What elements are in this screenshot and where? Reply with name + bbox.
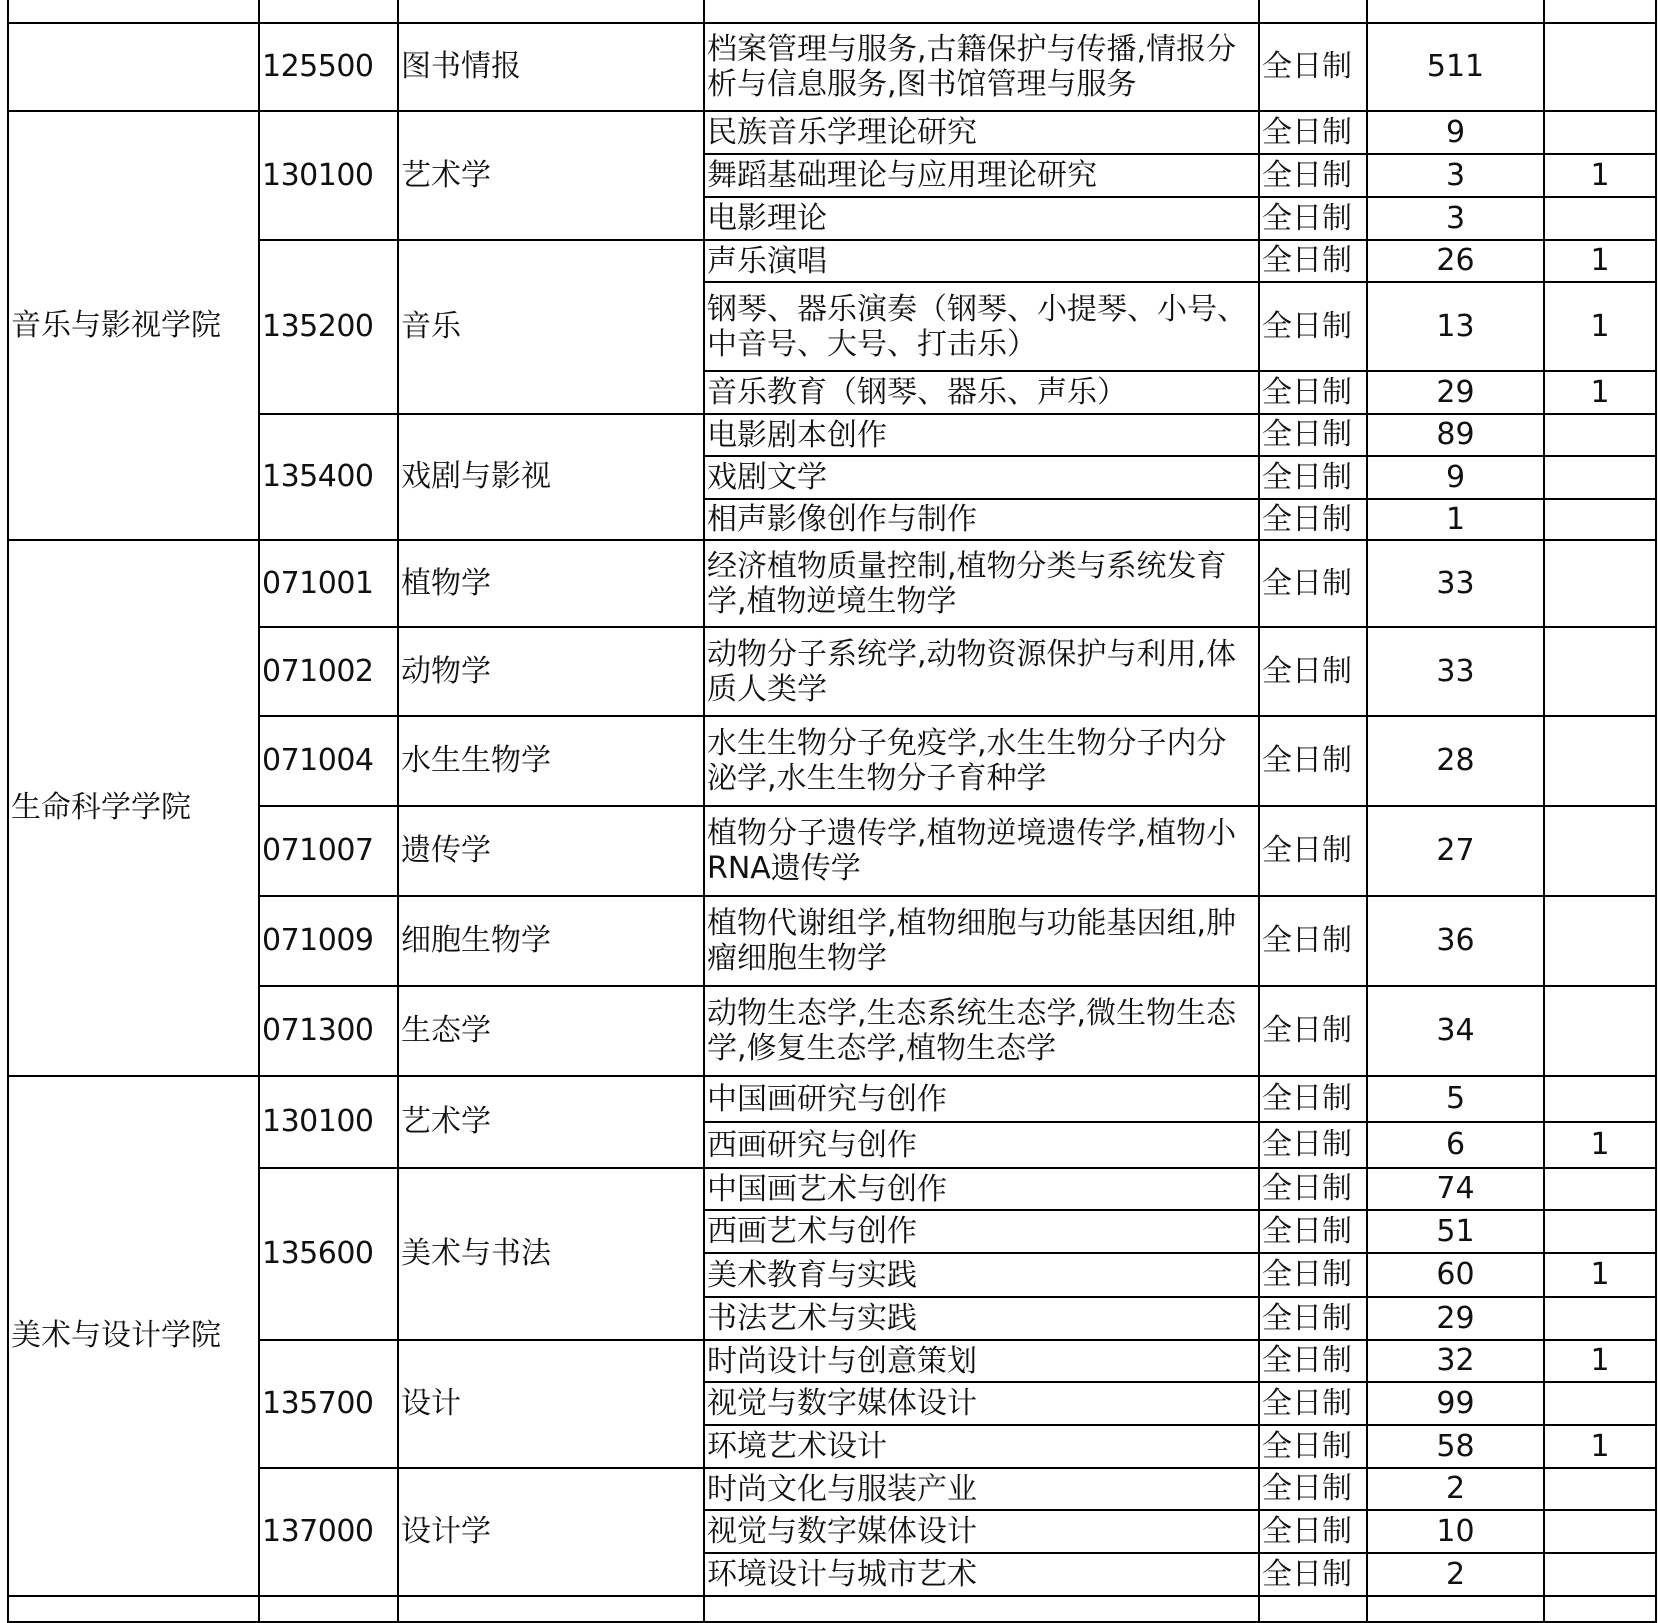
mode-cell: 全日制 xyxy=(1259,1076,1367,1122)
code-cell: 125500 xyxy=(259,23,398,111)
extra-cell xyxy=(1544,499,1656,540)
count-cell: 9 xyxy=(1367,111,1544,154)
extra-cell xyxy=(1544,986,1656,1076)
major-cell: 艺术学 xyxy=(398,111,704,240)
enrollment-table xyxy=(7,0,1657,1623)
extra-cell xyxy=(1544,627,1656,716)
extra-cell xyxy=(1544,1510,1656,1553)
count-cell: 33 xyxy=(1367,627,1544,716)
mode-cell: 全日制 xyxy=(1259,1510,1367,1553)
major-cell: 设计学 xyxy=(398,1468,704,1596)
mode-cell: 全日制 xyxy=(1259,414,1367,456)
mode-cell: 全日制 xyxy=(1259,240,1367,282)
major-cell: 戏剧与影视 xyxy=(398,414,704,540)
count-cell: 26 xyxy=(1367,240,1544,282)
extra-cell xyxy=(1544,23,1656,111)
count-cell: 32 xyxy=(1367,1340,1544,1382)
major-cell: 遗传学 xyxy=(398,806,704,896)
count-cell: 60 xyxy=(1367,1253,1544,1297)
mode-cell: 全日制 xyxy=(1259,1382,1367,1425)
extra-cell: 1 xyxy=(1544,1340,1656,1382)
code-cell: 071002 xyxy=(259,627,398,716)
direction-cell: 植物代谢组学,植物细胞与功能基因组,肿瘤细胞生物学 xyxy=(704,896,1259,986)
count-cell: 51 xyxy=(1367,1210,1544,1253)
code-cell: 071001 xyxy=(259,540,398,627)
table-row xyxy=(8,540,1656,627)
direction-cell: 环境艺术设计 xyxy=(704,1425,1259,1468)
direction-cell: 西画艺术与创作 xyxy=(704,1210,1259,1253)
code-cell: 071007 xyxy=(259,806,398,896)
extra-cell xyxy=(1544,1076,1656,1122)
count-cell: 29 xyxy=(1367,371,1544,414)
major-cell: 动物学 xyxy=(398,627,704,716)
extra-cell xyxy=(1544,806,1656,896)
mode-cell: 全日制 xyxy=(1259,806,1367,896)
extra-cell xyxy=(1544,1382,1656,1425)
extra-cell xyxy=(1544,1468,1656,1510)
direction-cell: 音乐教育（钢琴、器乐、声乐） xyxy=(704,371,1259,414)
mode-cell xyxy=(1259,0,1367,23)
count-cell: 10 xyxy=(1367,1510,1544,1553)
direction-cell: 植物分子遗传学,植物逆境遗传学,植物小RNA遗传学 xyxy=(704,806,1259,896)
mode-cell: 全日制 xyxy=(1259,499,1367,540)
code-cell xyxy=(259,1596,398,1622)
extra-cell xyxy=(1544,197,1656,240)
mode-cell: 全日制 xyxy=(1259,1253,1367,1297)
direction-cell: 声乐演唱 xyxy=(704,240,1259,282)
college-cell xyxy=(8,1596,259,1622)
direction-cell: 西画研究与创作 xyxy=(704,1122,1259,1168)
mode-cell: 全日制 xyxy=(1259,986,1367,1076)
table-row xyxy=(8,111,1656,154)
count-cell: 28 xyxy=(1367,716,1544,806)
count-cell: 89 xyxy=(1367,414,1544,456)
extra-cell: 1 xyxy=(1544,1253,1656,1297)
direction-cell: 经济植物质量控制,植物分类与系统发育学,植物逆境生物学 xyxy=(704,540,1259,627)
count-cell: 29 xyxy=(1367,1297,1544,1340)
extra-cell xyxy=(1544,1168,1656,1210)
count-cell: 9 xyxy=(1367,456,1544,499)
direction-cell: 电影理论 xyxy=(704,197,1259,240)
major-cell: 水生生物学 xyxy=(398,716,704,806)
table-row xyxy=(8,0,1656,23)
extra-cell xyxy=(1544,111,1656,154)
mode-cell: 全日制 xyxy=(1259,1210,1367,1253)
mode-cell: 全日制 xyxy=(1259,282,1367,371)
major-cell: 图书情报 xyxy=(398,23,704,111)
mode-cell: 全日制 xyxy=(1259,1297,1367,1340)
mode-cell: 全日制 xyxy=(1259,540,1367,627)
extra-cell xyxy=(1544,1553,1656,1596)
mode-cell: 全日制 xyxy=(1259,1468,1367,1510)
count-cell: 511 xyxy=(1367,23,1544,111)
mode-cell: 全日制 xyxy=(1259,1168,1367,1210)
college-cell xyxy=(8,0,259,23)
direction-cell: 时尚文化与服装产业 xyxy=(704,1468,1259,1510)
major-cell xyxy=(398,1596,704,1622)
extra-cell xyxy=(1544,540,1656,627)
code-cell: 135400 xyxy=(259,414,398,540)
extra-cell xyxy=(1544,414,1656,456)
mode-cell: 全日制 xyxy=(1259,1122,1367,1168)
mode-cell xyxy=(1259,1596,1367,1622)
extra-cell xyxy=(1544,1210,1656,1253)
direction-cell: 环境设计与城市艺术 xyxy=(704,1553,1259,1596)
count-cell: 99 xyxy=(1367,1382,1544,1425)
direction-cell xyxy=(704,0,1259,23)
count-cell: 3 xyxy=(1367,197,1544,240)
mode-cell: 全日制 xyxy=(1259,154,1367,197)
table-row xyxy=(8,1596,1656,1622)
direction-cell: 舞蹈基础理论与应用理论研究 xyxy=(704,154,1259,197)
major-cell: 音乐 xyxy=(398,240,704,414)
mode-cell: 全日制 xyxy=(1259,627,1367,716)
mode-cell: 全日制 xyxy=(1259,371,1367,414)
code-cell: 135200 xyxy=(259,240,398,414)
count-cell: 74 xyxy=(1367,1168,1544,1210)
direction-cell: 相声影像创作与制作 xyxy=(704,499,1259,540)
code-cell: 130100 xyxy=(259,111,398,240)
major-cell: 美术与书法 xyxy=(398,1168,704,1340)
count-cell xyxy=(1367,0,1544,23)
college-cell: 音乐与影视学院 xyxy=(8,111,259,540)
direction-cell: 动物生态学,生态系统生态学,微生物生态学,修复生态学,植物生态学 xyxy=(704,986,1259,1076)
direction-cell: 中国画研究与创作 xyxy=(704,1076,1259,1122)
count-cell: 36 xyxy=(1367,896,1544,986)
major-cell: 生态学 xyxy=(398,986,704,1076)
mode-cell: 全日制 xyxy=(1259,896,1367,986)
code-cell: 071004 xyxy=(259,716,398,806)
direction-cell: 视觉与数字媒体设计 xyxy=(704,1382,1259,1425)
extra-cell xyxy=(1544,1297,1656,1340)
direction-cell: 民族音乐学理论研究 xyxy=(704,111,1259,154)
count-cell: 5 xyxy=(1367,1076,1544,1122)
major-cell: 细胞生物学 xyxy=(398,896,704,986)
direction-cell xyxy=(704,1596,1259,1622)
direction-cell: 戏剧文学 xyxy=(704,456,1259,499)
direction-cell: 视觉与数字媒体设计 xyxy=(704,1510,1259,1553)
count-cell: 2 xyxy=(1367,1468,1544,1510)
code-cell: 135700 xyxy=(259,1340,398,1468)
count-cell: 3 xyxy=(1367,154,1544,197)
count-cell: 2 xyxy=(1367,1553,1544,1596)
extra-cell: 1 xyxy=(1544,371,1656,414)
count-cell: 33 xyxy=(1367,540,1544,627)
code-cell: 130100 xyxy=(259,1076,398,1168)
direction-cell: 中国画艺术与创作 xyxy=(704,1168,1259,1210)
code-cell: 137000 xyxy=(259,1468,398,1596)
code-cell xyxy=(259,0,398,23)
extra-cell: 1 xyxy=(1544,240,1656,282)
mode-cell: 全日制 xyxy=(1259,23,1367,111)
direction-cell: 书法艺术与实践 xyxy=(704,1297,1259,1340)
extra-cell: 1 xyxy=(1544,1122,1656,1168)
code-cell: 071009 xyxy=(259,896,398,986)
major-cell: 设计 xyxy=(398,1340,704,1468)
mode-cell: 全日制 xyxy=(1259,197,1367,240)
extra-cell xyxy=(1544,716,1656,806)
direction-cell: 水生生物分子免疫学,水生生物分子内分泌学,水生生物分子育种学 xyxy=(704,716,1259,806)
mode-cell: 全日制 xyxy=(1259,456,1367,499)
extra-cell: 1 xyxy=(1544,1425,1656,1468)
college-cell xyxy=(8,23,259,111)
direction-cell: 动物分子系统学,动物资源保护与利用,体质人类学 xyxy=(704,627,1259,716)
mode-cell: 全日制 xyxy=(1259,1340,1367,1382)
count-cell: 58 xyxy=(1367,1425,1544,1468)
direction-cell: 钢琴、器乐演奏（钢琴、小提琴、小号、中音号、大号、打击乐） xyxy=(704,282,1259,371)
major-cell: 植物学 xyxy=(398,540,704,627)
direction-cell: 美术教育与实践 xyxy=(704,1253,1259,1297)
extra-cell xyxy=(1544,456,1656,499)
mode-cell: 全日制 xyxy=(1259,716,1367,806)
count-cell: 27 xyxy=(1367,806,1544,896)
count-cell: 6 xyxy=(1367,1122,1544,1168)
count-cell: 1 xyxy=(1367,499,1544,540)
code-cell: 135600 xyxy=(259,1168,398,1340)
count-cell: 34 xyxy=(1367,986,1544,1076)
extra-cell: 1 xyxy=(1544,154,1656,197)
count-cell: 13 xyxy=(1367,282,1544,371)
mode-cell: 全日制 xyxy=(1259,111,1367,154)
extra-cell: 1 xyxy=(1544,282,1656,371)
college-cell: 美术与设计学院 xyxy=(8,1076,259,1596)
major-cell: 艺术学 xyxy=(398,1076,704,1168)
direction-cell: 电影剧本创作 xyxy=(704,414,1259,456)
major-cell xyxy=(398,0,704,23)
mode-cell: 全日制 xyxy=(1259,1553,1367,1596)
code-cell: 071300 xyxy=(259,986,398,1076)
extra-cell xyxy=(1544,0,1656,23)
table-row xyxy=(8,23,1656,111)
extra-cell xyxy=(1544,1596,1656,1622)
college-cell: 生命科学学院 xyxy=(8,540,259,1076)
mode-cell: 全日制 xyxy=(1259,1425,1367,1468)
table-row xyxy=(8,1076,1656,1122)
direction-cell: 档案管理与服务,古籍保护与传播,情报分析与信息服务,图书馆管理与服务 xyxy=(704,23,1259,111)
count-cell xyxy=(1367,1596,1544,1622)
extra-cell xyxy=(1544,896,1656,986)
direction-cell: 时尚设计与创意策划 xyxy=(704,1340,1259,1382)
